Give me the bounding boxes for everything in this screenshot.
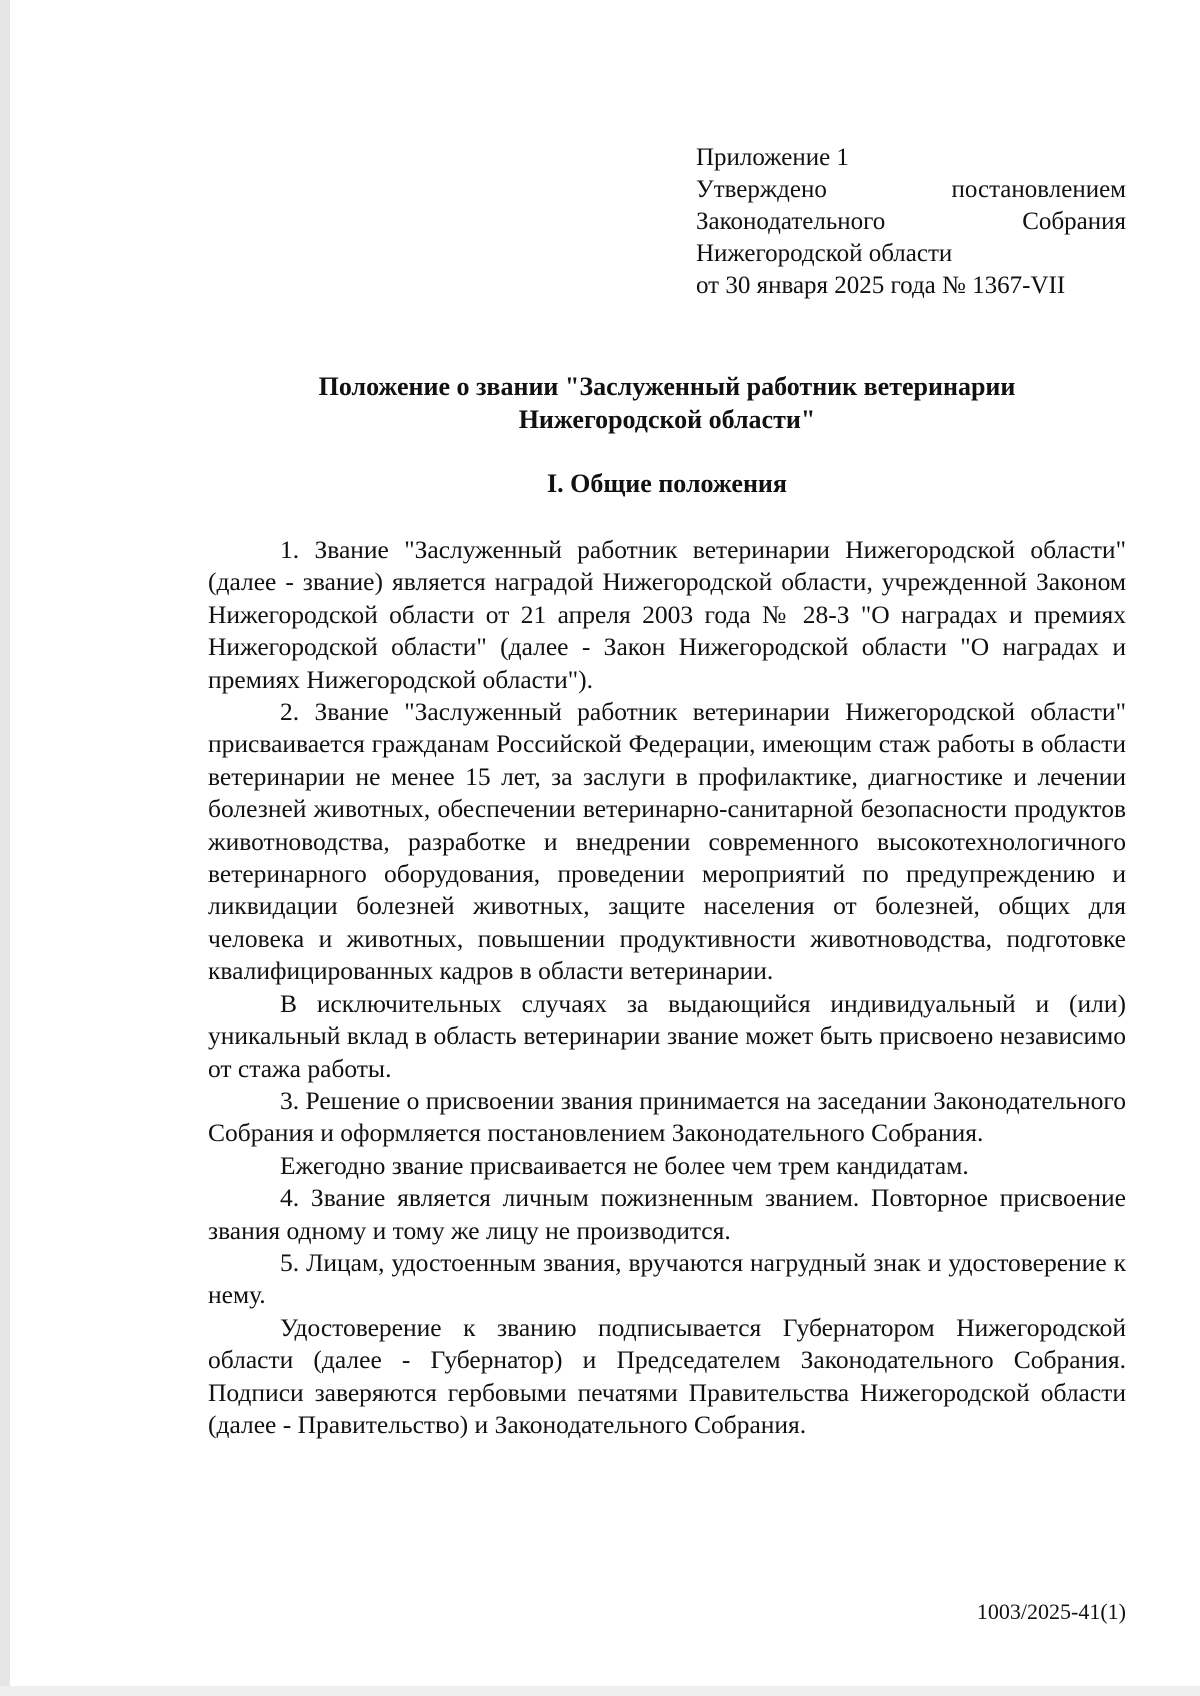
approved-by-line: Утверждено постановлением: [696, 176, 1126, 203]
appendix-label: Приложение 1: [696, 144, 849, 171]
scan-bottom-edge: [0, 1686, 1200, 1696]
document-title-line-1: Положение о звании "Заслуженный работник ветеринарии: [318, 372, 1016, 401]
paragraph-5: 5. Лицам, удостоенным звания, вручаются нагрудный знак и удостоверение к нему.: [208, 1247, 1126, 1310]
section-heading: I. Общие положения: [547, 469, 787, 498]
paragraph-3-limit: Ежегодно звание присваивается не более чем трем кандидатам.: [280, 1150, 969, 1180]
approval-stamp-block: [696, 142, 1126, 302]
document-registry-code: 1003/2025-41(1): [976, 1599, 1126, 1624]
scan-left-edge: [0, 0, 10, 1696]
document-body: [208, 534, 1126, 1441]
assembly-line: Законодательного Собрания: [696, 208, 1126, 235]
region-line: Нижегородской области: [696, 240, 953, 267]
paragraph-2: 2. Звание "Заслуженный работник ветеринарии Нижегородской области" присваивается гражданам Российской Федерации, имеющим стаж работы в области ветеринарии не менее 15 лет, за заслуги в профилактике, диагностике и лечении болезней животных, обеспечении ветеринарно-санитарной безопасности продуктов животноводства, разработке и внедрении современного высокотехнологичного ветеринарного оборудования, проведении мероприятий по предупреждению и ликвидации болезней животных, защите населения от болезней, общих для человека и животных, повышении продуктивности животноводства, подготовке квалифицированных кадров в области ветеринарии.: [208, 697, 1126, 986]
document-title: [208, 370, 1126, 436]
paragraph-2-exception: В исключительных случаях за выдающийся индивидуальный и (или) уникальный вклад в область ветеринарии звание может быть присвоено независимо от стажа работы.: [208, 988, 1126, 1083]
paragraph-1: 1. Звание "Заслуженный работник ветеринарии Нижегородской области" (далее - звание) является наградой Нижегородской области, учрежденной Законом Нижегородской области от 21 апреля 2003 года № 28-З "О наградах и премиях Нижегородской области" (далее - Закон Нижегородской области "О наградах и премиях Нижегородской области").: [208, 535, 1126, 694]
paragraph-5-certificate: Удостоверение к званию подписывается Губернатором Нижегородской области (далее - Губернатор) и Председателем Законодательного Собрания. Подписи заверяются гербовыми печатями Правительства Нижегородской области (далее - Правительство) и Законодательного Собрания.: [208, 1312, 1126, 1439]
decree-date-number: от 30 января 2025 года № 1367-VII: [696, 272, 1066, 299]
paragraph-4: 4. Звание является личным пожизненным званием. Повторное присвоение звания одному и тому же лицу не производится.: [208, 1183, 1126, 1245]
paragraph-3: 3. Решение о присвоении звания принимается на заседании Законодательного Собрания и оформляется постановлением Законодательного Собрания.: [208, 1085, 1126, 1148]
document-title-line-2: Нижегородской области": [518, 405, 816, 434]
